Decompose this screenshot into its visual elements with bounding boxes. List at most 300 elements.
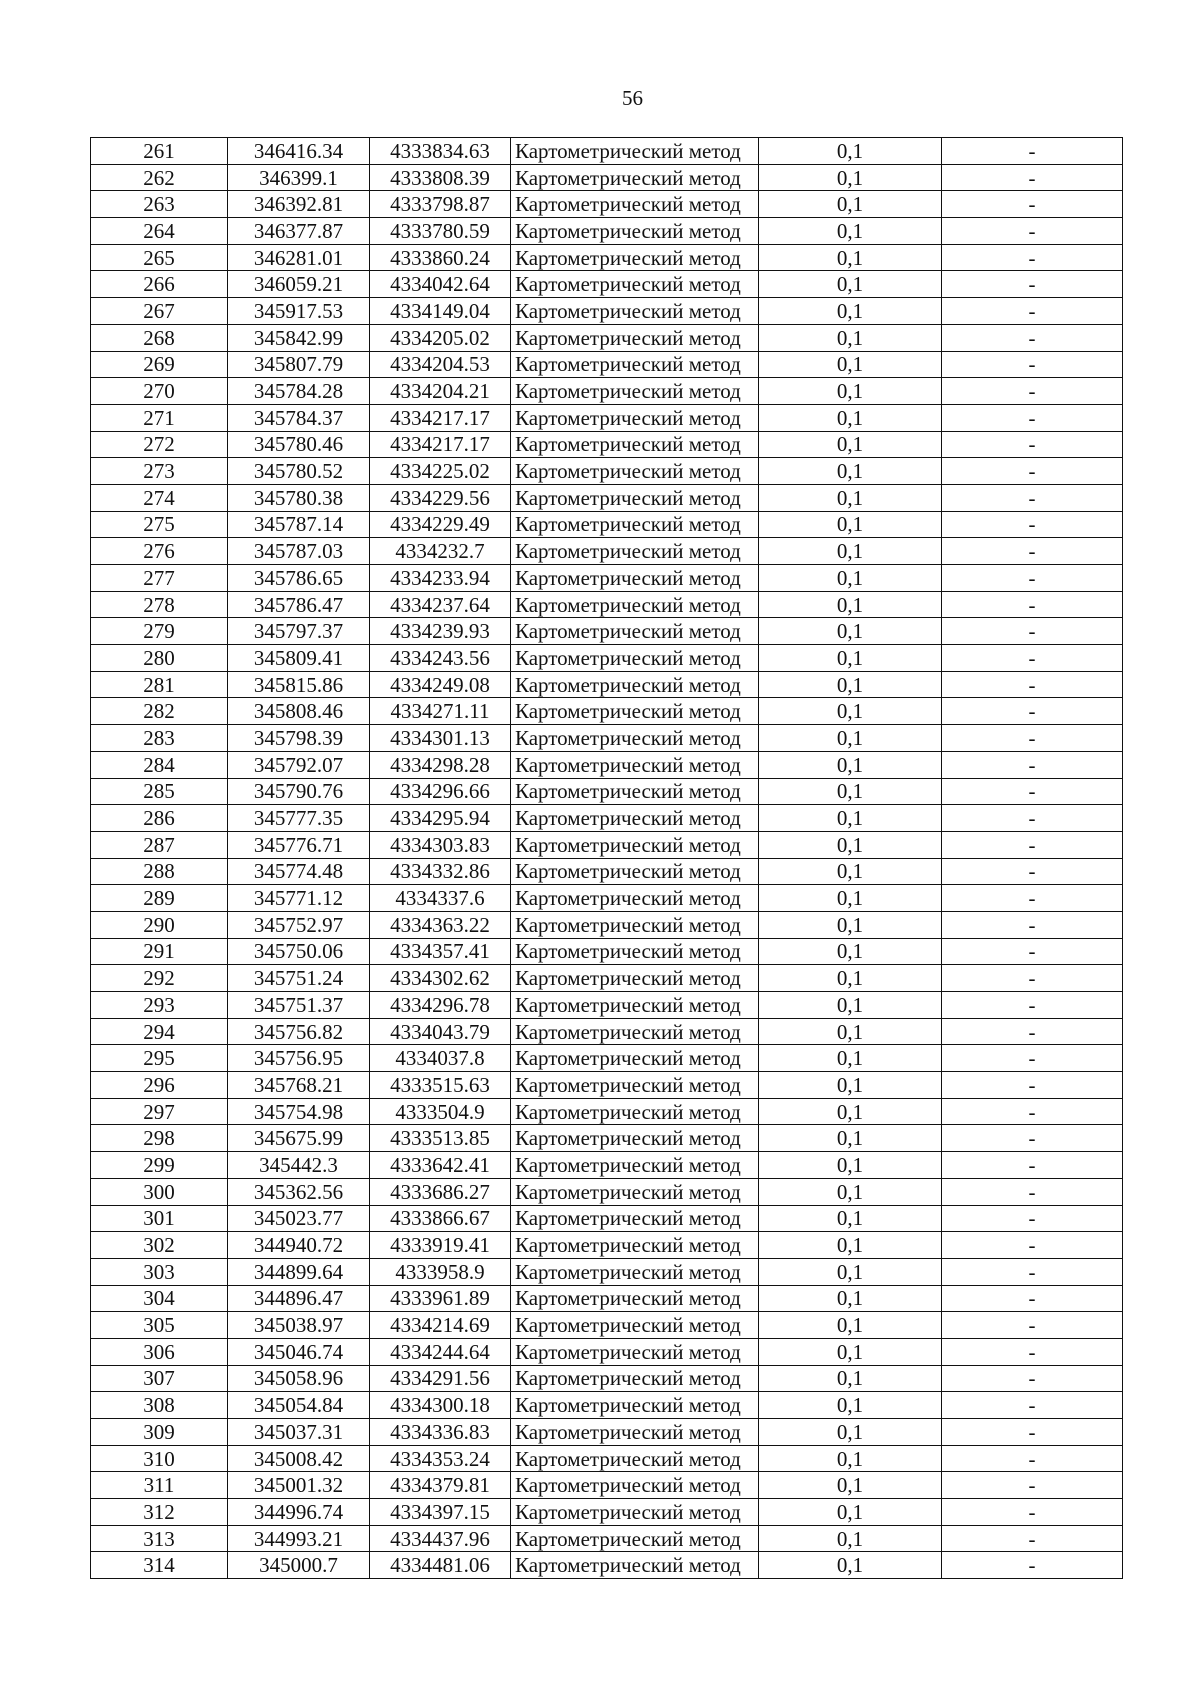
accuracy-cell: 0,1 (759, 1178, 942, 1205)
method-cell: Картометрический метод (511, 458, 759, 485)
table-row (91, 1072, 1123, 1099)
table-row (91, 1285, 1123, 1312)
y-coordinate-cell: 4334204.53 (370, 351, 511, 378)
y-coordinate-cell: 4333642.41 (370, 1152, 511, 1179)
accuracy-cell: 0,1 (759, 938, 942, 965)
method-cell: Картометрический метод (511, 1072, 759, 1099)
point-number-cell: 304 (91, 1285, 228, 1312)
description-cell: - (942, 431, 1123, 458)
y-coordinate-cell: 4334225.02 (370, 458, 511, 485)
table-row (91, 218, 1123, 245)
description-cell: - (942, 565, 1123, 592)
description-cell: - (942, 938, 1123, 965)
y-coordinate-cell: 4334217.17 (370, 431, 511, 458)
description-cell: - (942, 484, 1123, 511)
point-number-cell: 292 (91, 965, 228, 992)
y-coordinate-cell: 4334042.64 (370, 271, 511, 298)
table-row (91, 1472, 1123, 1499)
table-row (91, 191, 1123, 218)
y-coordinate-cell: 4334337.6 (370, 885, 511, 912)
description-cell: - (942, 1072, 1123, 1099)
accuracy-cell: 0,1 (759, 484, 942, 511)
y-coordinate-cell: 4334357.41 (370, 938, 511, 965)
point-number-cell: 311 (91, 1472, 228, 1499)
table-row (91, 1018, 1123, 1045)
y-coordinate-cell: 4333834.63 (370, 138, 511, 165)
method-cell: Картометрический метод (511, 244, 759, 271)
accuracy-cell: 0,1 (759, 1419, 942, 1446)
method-cell: Картометрический метод (511, 1392, 759, 1419)
y-coordinate-cell: 4334233.94 (370, 565, 511, 592)
y-coordinate-cell: 4334303.83 (370, 831, 511, 858)
table-row (91, 138, 1123, 165)
point-number-cell: 268 (91, 324, 228, 351)
table-row (91, 858, 1123, 885)
point-number-cell: 276 (91, 538, 228, 565)
page-number: 56 (622, 86, 643, 110)
description-cell: - (942, 1178, 1123, 1205)
method-cell: Картометрический метод (511, 271, 759, 298)
x-coordinate-cell: 345756.95 (228, 1045, 370, 1072)
method-cell: Картометрический метод (511, 1205, 759, 1232)
y-coordinate-cell: 4334295.94 (370, 805, 511, 832)
accuracy-cell: 0,1 (759, 1312, 942, 1339)
method-cell: Картометрический метод (511, 511, 759, 538)
coordinates-table-body (91, 138, 1123, 1579)
accuracy-cell: 0,1 (759, 1152, 942, 1179)
point-number-cell: 269 (91, 351, 228, 378)
method-cell: Картометрический метод (511, 965, 759, 992)
x-coordinate-cell: 345784.37 (228, 404, 370, 431)
point-number-cell: 281 (91, 671, 228, 698)
description-cell: - (942, 591, 1123, 618)
y-coordinate-cell: 4334397.15 (370, 1499, 511, 1526)
method-cell: Картометрический метод (511, 351, 759, 378)
point-number-cell: 305 (91, 1312, 228, 1339)
method-cell: Картометрический метод (511, 404, 759, 431)
x-coordinate-cell: 345054.84 (228, 1392, 370, 1419)
y-coordinate-cell: 4334204.21 (370, 378, 511, 405)
method-cell: Картометрический метод (511, 671, 759, 698)
accuracy-cell: 0,1 (759, 671, 942, 698)
x-coordinate-cell: 345751.24 (228, 965, 370, 992)
table-row (91, 324, 1123, 351)
description-cell: - (942, 618, 1123, 645)
table-row (91, 1338, 1123, 1365)
method-cell: Картометрический метод (511, 725, 759, 752)
description-cell: - (942, 805, 1123, 832)
accuracy-cell: 0,1 (759, 1392, 942, 1419)
description-cell: - (942, 1499, 1123, 1526)
point-number-cell: 261 (91, 138, 228, 165)
description-cell: - (942, 191, 1123, 218)
accuracy-cell: 0,1 (759, 965, 942, 992)
accuracy-cell: 0,1 (759, 378, 942, 405)
method-cell: Картометрический метод (511, 1472, 759, 1499)
table-row (91, 538, 1123, 565)
x-coordinate-cell: 345058.96 (228, 1365, 370, 1392)
y-coordinate-cell: 4333808.39 (370, 164, 511, 191)
method-cell: Картометрический метод (511, 1258, 759, 1285)
point-number-cell: 300 (91, 1178, 228, 1205)
description-cell: - (942, 1445, 1123, 1472)
description-cell: - (942, 1365, 1123, 1392)
x-coordinate-cell: 345786.65 (228, 565, 370, 592)
method-cell: Картометрический метод (511, 751, 759, 778)
description-cell: - (942, 671, 1123, 698)
description-cell: - (942, 324, 1123, 351)
method-cell: Картометрический метод (511, 191, 759, 218)
description-cell: - (942, 1125, 1123, 1152)
x-coordinate-cell: 346416.34 (228, 138, 370, 165)
accuracy-cell: 0,1 (759, 778, 942, 805)
y-coordinate-cell: 4334244.64 (370, 1338, 511, 1365)
method-cell: Картометрический метод (511, 538, 759, 565)
method-cell: Картометрический метод (511, 378, 759, 405)
y-coordinate-cell: 4333919.41 (370, 1232, 511, 1259)
point-number-cell: 293 (91, 992, 228, 1019)
method-cell: Картометрический метод (511, 1125, 759, 1152)
method-cell: Картометрический метод (511, 1552, 759, 1579)
accuracy-cell: 0,1 (759, 244, 942, 271)
x-coordinate-cell: 345752.97 (228, 911, 370, 938)
point-number-cell: 287 (91, 831, 228, 858)
method-cell: Картометрический метод (511, 1365, 759, 1392)
x-coordinate-cell: 345756.82 (228, 1018, 370, 1045)
method-cell: Картометрический метод (511, 778, 759, 805)
accuracy-cell: 0,1 (759, 1365, 942, 1392)
description-cell: - (942, 1285, 1123, 1312)
point-number-cell: 296 (91, 1072, 228, 1099)
description-cell: - (942, 1152, 1123, 1179)
x-coordinate-cell: 344896.47 (228, 1285, 370, 1312)
point-number-cell: 262 (91, 164, 228, 191)
method-cell: Картометрический метод (511, 1285, 759, 1312)
table-row (91, 645, 1123, 672)
y-coordinate-cell: 4334149.04 (370, 298, 511, 325)
accuracy-cell: 0,1 (759, 618, 942, 645)
accuracy-cell: 0,1 (759, 1232, 942, 1259)
point-number-cell: 307 (91, 1365, 228, 1392)
x-coordinate-cell: 345917.53 (228, 298, 370, 325)
accuracy-cell: 0,1 (759, 298, 942, 325)
y-coordinate-cell: 4333860.24 (370, 244, 511, 271)
y-coordinate-cell: 4334296.78 (370, 992, 511, 1019)
accuracy-cell: 0,1 (759, 191, 942, 218)
x-coordinate-cell: 345777.35 (228, 805, 370, 832)
y-coordinate-cell: 4334237.64 (370, 591, 511, 618)
y-coordinate-cell: 4334229.56 (370, 484, 511, 511)
x-coordinate-cell: 345754.98 (228, 1098, 370, 1125)
method-cell: Картометрический метод (511, 1525, 759, 1552)
point-number-cell: 294 (91, 1018, 228, 1045)
method-cell: Картометрический метод (511, 1045, 759, 1072)
description-cell: - (942, 164, 1123, 191)
method-cell: Картометрический метод (511, 618, 759, 645)
method-cell: Картометрический метод (511, 698, 759, 725)
x-coordinate-cell: 345798.39 (228, 725, 370, 752)
accuracy-cell: 0,1 (759, 271, 942, 298)
accuracy-cell: 0,1 (759, 725, 942, 752)
accuracy-cell: 0,1 (759, 1125, 942, 1152)
table-row (91, 378, 1123, 405)
method-cell: Картометрический метод (511, 1232, 759, 1259)
table-row (91, 618, 1123, 645)
table-row (91, 965, 1123, 992)
accuracy-cell: 0,1 (759, 404, 942, 431)
method-cell: Картометрический метод (511, 645, 759, 672)
y-coordinate-cell: 4333686.27 (370, 1178, 511, 1205)
x-coordinate-cell: 345751.37 (228, 992, 370, 1019)
table-row (91, 1205, 1123, 1232)
x-coordinate-cell: 346377.87 (228, 218, 370, 245)
method-cell: Картометрический метод (511, 938, 759, 965)
description-cell: - (942, 1392, 1123, 1419)
y-coordinate-cell: 4334037.8 (370, 1045, 511, 1072)
x-coordinate-cell: 345037.31 (228, 1419, 370, 1446)
y-coordinate-cell: 4333961.89 (370, 1285, 511, 1312)
table-row (91, 351, 1123, 378)
method-cell: Картометрический метод (511, 805, 759, 832)
x-coordinate-cell: 345780.38 (228, 484, 370, 511)
table-row (91, 1125, 1123, 1152)
accuracy-cell: 0,1 (759, 324, 942, 351)
method-cell: Картометрический метод (511, 858, 759, 885)
x-coordinate-cell: 345768.21 (228, 1072, 370, 1099)
description-cell: - (942, 778, 1123, 805)
point-number-cell: 273 (91, 458, 228, 485)
y-coordinate-cell: 4334291.56 (370, 1365, 511, 1392)
description-cell: - (942, 1312, 1123, 1339)
description-cell: - (942, 1205, 1123, 1232)
point-number-cell: 274 (91, 484, 228, 511)
point-number-cell: 265 (91, 244, 228, 271)
method-cell: Картометрический метод (511, 591, 759, 618)
method-cell: Картометрический метод (511, 324, 759, 351)
point-number-cell: 303 (91, 1258, 228, 1285)
accuracy-cell: 0,1 (759, 805, 942, 832)
description-cell: - (942, 725, 1123, 752)
accuracy-cell: 0,1 (759, 1552, 942, 1579)
method-cell: Картометрический метод (511, 1445, 759, 1472)
x-coordinate-cell: 345362.56 (228, 1178, 370, 1205)
description-cell: - (942, 271, 1123, 298)
x-coordinate-cell: 344940.72 (228, 1232, 370, 1259)
point-number-cell: 279 (91, 618, 228, 645)
accuracy-cell: 0,1 (759, 538, 942, 565)
x-coordinate-cell: 345038.97 (228, 1312, 370, 1339)
x-coordinate-cell: 345784.28 (228, 378, 370, 405)
table-row (91, 671, 1123, 698)
accuracy-cell: 0,1 (759, 1338, 942, 1365)
method-cell: Картометрический метод (511, 298, 759, 325)
point-number-cell: 266 (91, 271, 228, 298)
y-coordinate-cell: 4334298.28 (370, 751, 511, 778)
coordinates-table (90, 137, 1123, 1579)
description-cell: - (942, 138, 1123, 165)
y-coordinate-cell: 4333798.87 (370, 191, 511, 218)
description-cell: - (942, 645, 1123, 672)
description-cell: - (942, 885, 1123, 912)
accuracy-cell: 0,1 (759, 1098, 942, 1125)
y-coordinate-cell: 4334249.08 (370, 671, 511, 698)
point-number-cell: 264 (91, 218, 228, 245)
point-number-cell: 299 (91, 1152, 228, 1179)
x-coordinate-cell: 345786.47 (228, 591, 370, 618)
table-row (91, 831, 1123, 858)
x-coordinate-cell: 345792.07 (228, 751, 370, 778)
method-cell: Картометрический метод (511, 1499, 759, 1526)
y-coordinate-cell: 4333515.63 (370, 1072, 511, 1099)
point-number-cell: 283 (91, 725, 228, 752)
point-number-cell: 280 (91, 645, 228, 672)
description-cell: - (942, 298, 1123, 325)
accuracy-cell: 0,1 (759, 511, 942, 538)
description-cell: - (942, 992, 1123, 1019)
method-cell: Картометрический метод (511, 1178, 759, 1205)
description-cell: - (942, 1525, 1123, 1552)
point-number-cell: 286 (91, 805, 228, 832)
point-number-cell: 298 (91, 1125, 228, 1152)
y-coordinate-cell: 4334239.93 (370, 618, 511, 645)
description-cell: - (942, 1258, 1123, 1285)
table-row (91, 1312, 1123, 1339)
table-row (91, 1232, 1123, 1259)
method-cell: Картометрический метод (511, 431, 759, 458)
description-cell: - (942, 858, 1123, 885)
table-row (91, 778, 1123, 805)
description-cell: - (942, 511, 1123, 538)
table-row (91, 484, 1123, 511)
y-coordinate-cell: 4333513.85 (370, 1125, 511, 1152)
method-cell: Картометрический метод (511, 1098, 759, 1125)
description-cell: - (942, 244, 1123, 271)
accuracy-cell: 0,1 (759, 458, 942, 485)
description-cell: - (942, 1098, 1123, 1125)
point-number-cell: 275 (91, 511, 228, 538)
table-row (91, 1178, 1123, 1205)
y-coordinate-cell: 4334302.62 (370, 965, 511, 992)
point-number-cell: 297 (91, 1098, 228, 1125)
point-number-cell: 285 (91, 778, 228, 805)
y-coordinate-cell: 4334301.13 (370, 725, 511, 752)
table-row (91, 1098, 1123, 1125)
y-coordinate-cell: 4334232.7 (370, 538, 511, 565)
table-row (91, 1152, 1123, 1179)
y-coordinate-cell: 4334332.86 (370, 858, 511, 885)
table-row (91, 404, 1123, 431)
point-number-cell: 314 (91, 1552, 228, 1579)
method-cell: Картометрический метод (511, 831, 759, 858)
x-coordinate-cell: 345809.41 (228, 645, 370, 672)
y-coordinate-cell: 4333866.67 (370, 1205, 511, 1232)
x-coordinate-cell: 346059.21 (228, 271, 370, 298)
accuracy-cell: 0,1 (759, 1258, 942, 1285)
method-cell: Картометрический метод (511, 565, 759, 592)
method-cell: Картометрический метод (511, 1419, 759, 1446)
x-coordinate-cell: 345442.3 (228, 1152, 370, 1179)
x-coordinate-cell: 346399.1 (228, 164, 370, 191)
x-coordinate-cell: 345797.37 (228, 618, 370, 645)
y-coordinate-cell: 4334229.49 (370, 511, 511, 538)
x-coordinate-cell: 345774.48 (228, 858, 370, 885)
description-cell: - (942, 965, 1123, 992)
point-number-cell: 290 (91, 911, 228, 938)
description-cell: - (942, 751, 1123, 778)
point-number-cell: 291 (91, 938, 228, 965)
point-number-cell: 312 (91, 1499, 228, 1526)
x-coordinate-cell: 345008.42 (228, 1445, 370, 1472)
method-cell: Картометрический метод (511, 138, 759, 165)
method-cell: Картометрический метод (511, 484, 759, 511)
y-coordinate-cell: 4334300.18 (370, 1392, 511, 1419)
x-coordinate-cell: 345023.77 (228, 1205, 370, 1232)
accuracy-cell: 0,1 (759, 1499, 942, 1526)
table-row (91, 164, 1123, 191)
y-coordinate-cell: 4334353.24 (370, 1445, 511, 1472)
description-cell: - (942, 458, 1123, 485)
accuracy-cell: 0,1 (759, 164, 942, 191)
point-number-cell: 310 (91, 1445, 228, 1472)
description-cell: - (942, 1338, 1123, 1365)
table-row (91, 885, 1123, 912)
table-row (91, 698, 1123, 725)
y-coordinate-cell: 4334363.22 (370, 911, 511, 938)
x-coordinate-cell: 346392.81 (228, 191, 370, 218)
accuracy-cell: 0,1 (759, 1018, 942, 1045)
description-cell: - (942, 831, 1123, 858)
table-row (91, 1419, 1123, 1446)
description-cell: - (942, 1419, 1123, 1446)
point-number-cell: 284 (91, 751, 228, 778)
x-coordinate-cell: 345790.76 (228, 778, 370, 805)
accuracy-cell: 0,1 (759, 885, 942, 912)
table-row (91, 751, 1123, 778)
table-row (91, 1499, 1123, 1526)
table-row (91, 511, 1123, 538)
table-row (91, 298, 1123, 325)
x-coordinate-cell: 345807.79 (228, 351, 370, 378)
table-row (91, 805, 1123, 832)
x-coordinate-cell: 345808.46 (228, 698, 370, 725)
y-coordinate-cell: 4333504.9 (370, 1098, 511, 1125)
accuracy-cell: 0,1 (759, 858, 942, 885)
accuracy-cell: 0,1 (759, 911, 942, 938)
table-row (91, 458, 1123, 485)
table-row (91, 1258, 1123, 1285)
x-coordinate-cell: 345675.99 (228, 1125, 370, 1152)
accuracy-cell: 0,1 (759, 431, 942, 458)
table-row (91, 1445, 1123, 1472)
accuracy-cell: 0,1 (759, 1072, 942, 1099)
accuracy-cell: 0,1 (759, 831, 942, 858)
accuracy-cell: 0,1 (759, 565, 942, 592)
x-coordinate-cell: 345750.06 (228, 938, 370, 965)
point-number-cell: 277 (91, 565, 228, 592)
description-cell: - (942, 1018, 1123, 1045)
method-cell: Картометрический метод (511, 1152, 759, 1179)
accuracy-cell: 0,1 (759, 1472, 942, 1499)
point-number-cell: 278 (91, 591, 228, 618)
accuracy-cell: 0,1 (759, 138, 942, 165)
accuracy-cell: 0,1 (759, 1285, 942, 1312)
x-coordinate-cell: 345780.46 (228, 431, 370, 458)
point-number-cell: 295 (91, 1045, 228, 1072)
accuracy-cell: 0,1 (759, 751, 942, 778)
point-number-cell: 301 (91, 1205, 228, 1232)
y-coordinate-cell: 4334205.02 (370, 324, 511, 351)
x-coordinate-cell: 345787.14 (228, 511, 370, 538)
